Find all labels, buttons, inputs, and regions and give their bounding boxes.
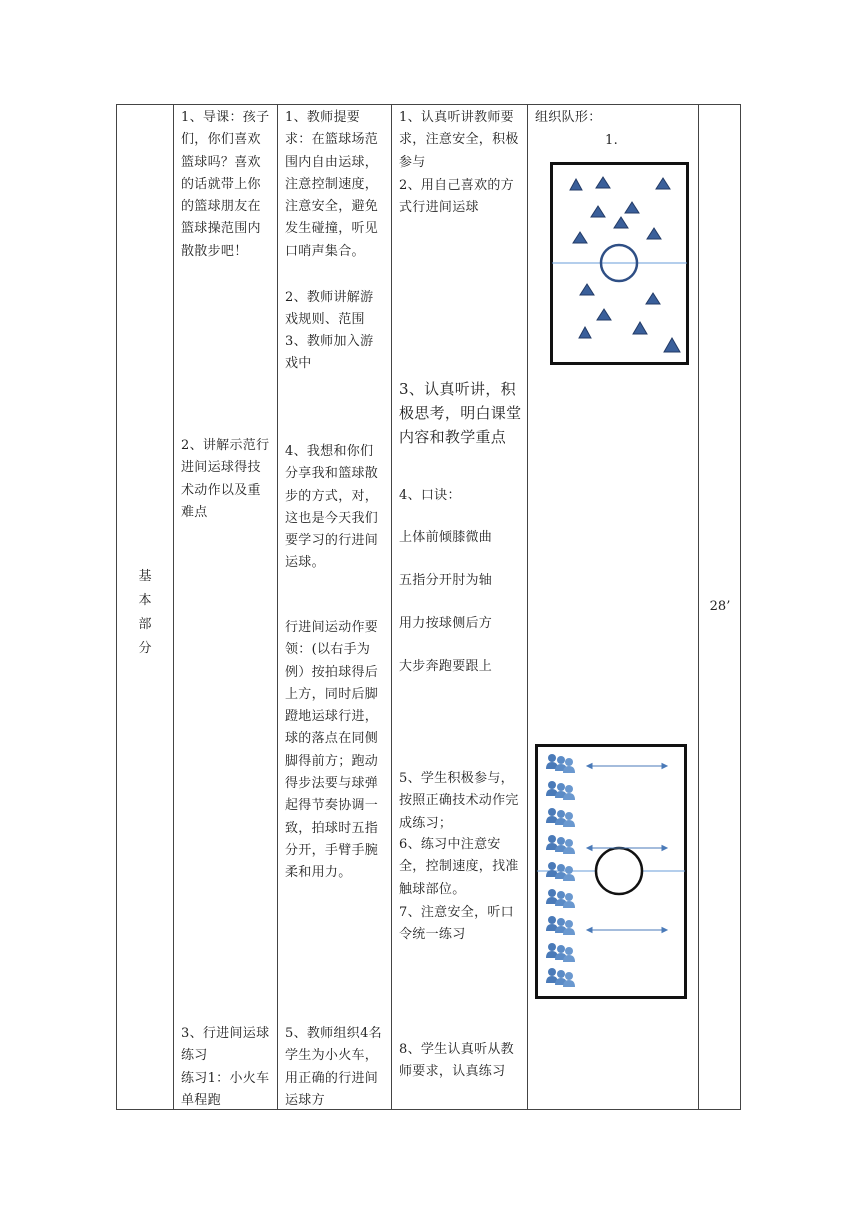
student-follow: 8、学生认真听从教师要求，认真练习: [399, 1042, 514, 1080]
section-label: 基 本 部 分: [138, 569, 152, 656]
intro-text: 1、导课：孩子们，你们喜欢篮球吗？喜欢的话就带上你的篮球朋友在篮球操范围内散散步吧！: [181, 110, 270, 259]
formation-diagram-lanes: [535, 744, 689, 1000]
column-divider: [173, 105, 174, 1109]
student-command: 7、注意安全，听口令统一练习: [399, 905, 514, 943]
demo-text: 2、讲解示范行进间运球得技术动作以及重难点: [181, 438, 270, 520]
technique-essentials: 行进间运动作要领：(以右手为例）按拍球得后上方，同时后脚蹬地运球行进，球的落点在同侧脚得前方；跑动得步法要与球弹起得节奏协调一致，拍球时五指分开，手臂手腕柔和用力。: [285, 620, 379, 881]
practice-text: 3、行进间运球练习 练习1：小火车单程跑: [181, 1026, 270, 1108]
teacher-join: 3、教师加入游戏中: [285, 334, 374, 372]
rhyme-title: 4、口诀：: [399, 488, 461, 503]
column-divider: [391, 105, 392, 1109]
student-participate: 5、学生积极参与，按照正确技术动作完成练习；: [399, 771, 519, 831]
teacher-organize: 5、教师组织4名学生为小火车，用正确的行进间运球方: [285, 1026, 382, 1108]
formation-item: 1.: [605, 133, 619, 148]
student-think: 3、认真听讲，积极思考，明白课堂内容和教学重点: [399, 380, 522, 446]
rhyme-line: 五指分开肘为轴: [399, 573, 493, 588]
rhyme-line: 大步奔跑要跟上: [399, 659, 493, 674]
rhyme-line: 用力按球侧后方: [399, 616, 493, 631]
teacher-share: 4、我想和你们分享我和篮球散步的方式，对，这也是今天我们要学习的行进间运球。: [285, 444, 379, 571]
column-divider: [527, 105, 528, 1109]
rhyme-line: 上体前倾膝微曲: [399, 530, 493, 545]
section-time: 28’: [709, 599, 731, 614]
column-divider: [277, 105, 278, 1109]
student-safety: 6、练习中注意安全，控制速度，找准触球部位。: [399, 837, 519, 897]
teacher-rules: 2、教师讲解游戏规则、范围: [285, 290, 374, 328]
formation-diagram-scatter: [550, 162, 690, 365]
student-listen: 1、认真听讲教师要求，注意安全，积极参与: [399, 110, 519, 170]
formation-title: 组织队形：: [535, 110, 602, 125]
teacher-requirements: 1、教师提要求：在篮球场范围内自由运球，注意控制速度，注意安全，避免发生碰撞，听见口哨声集合。: [285, 110, 379, 259]
student-dribble: 2、用自己喜欢的方式行进间运球: [399, 178, 514, 216]
